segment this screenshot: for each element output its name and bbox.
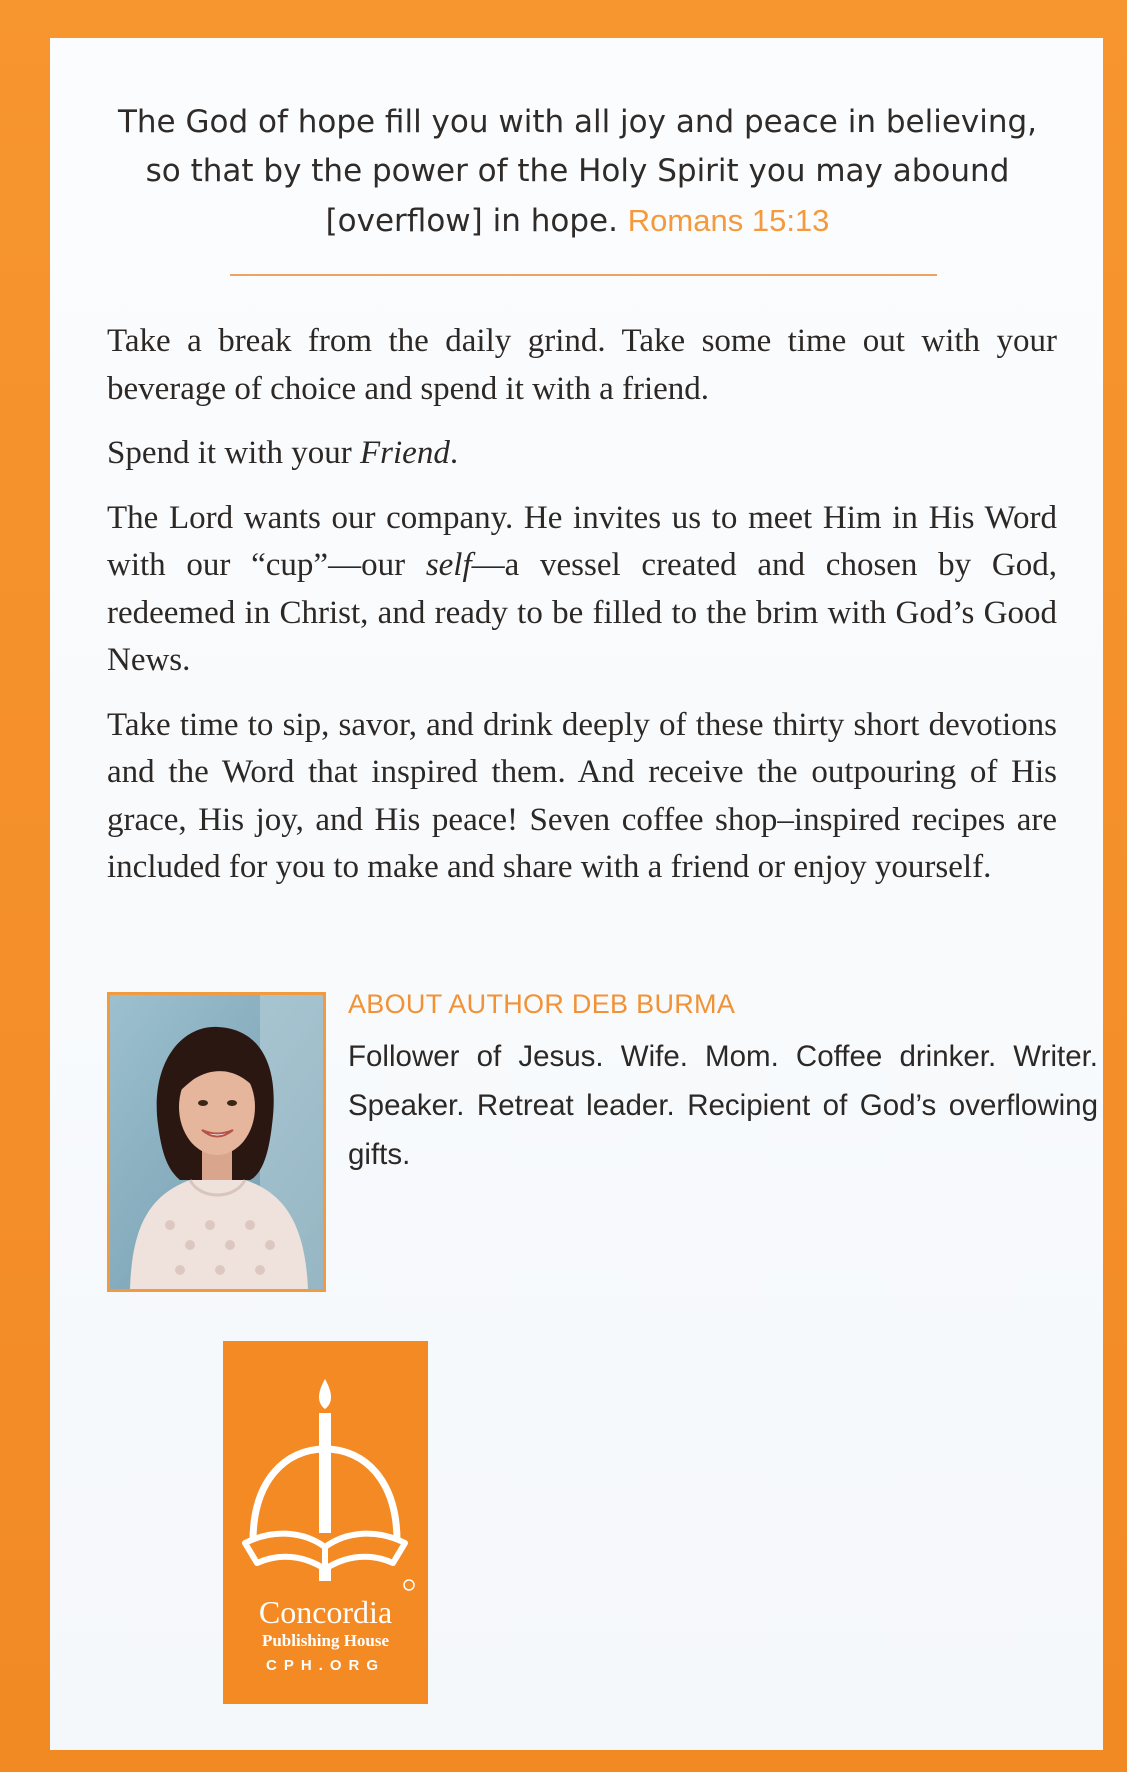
- paragraph-2-emphasis: Friend: [360, 435, 450, 471]
- paragraph-2-end: .: [449, 435, 459, 471]
- paragraph-3: [107, 495, 1057, 685]
- verse-text: The God of hope fill you with all joy and peace in believing, so that by the power of the Holy Spirit you may abound [overflow] in hope.: [117, 104, 1038, 239]
- candle-on-bible-icon: [223, 1341, 428, 1591]
- paragraph-2: [107, 430, 1057, 478]
- paragraph-4: Take time to sip, savor, and drink deeply of these thirty short devotions and the Word that inspired them. And receive the outpouring of His grace, His joy, and His peace! Seven coffee shop–inspired recipes are included for you to make and share with a friend or enjoy yourself.: [107, 706, 1057, 885]
- author-portrait-illustration: [110, 995, 323, 1289]
- content-panel: [50, 38, 1103, 1750]
- publisher-subtitle: Publishing House: [261, 1631, 390, 1650]
- divider: [230, 274, 937, 276]
- publisher-name: Concordia: [258, 1594, 393, 1630]
- author-photo: [107, 992, 326, 1292]
- paragraph-3-emphasis: self: [425, 547, 472, 583]
- publisher-url: CPH.ORG: [265, 1657, 385, 1674]
- scripture-quote: [110, 98, 1045, 246]
- paragraph-3-text-b: —a vessel created and chosen by God, redeemed in Christ, and ready to be filled to the brim with God’s Good News.: [107, 547, 1057, 678]
- paragraph-3-text-a: The Lord wants our company. He invites us to meet Him in His Word with our “cup”—our: [107, 499, 1057, 583]
- about-author-heading: ABOUT AUTHOR DEB BURMA: [348, 989, 736, 1019]
- paragraph-2-text: Spend it with your: [107, 435, 360, 471]
- publisher-logo: [223, 1341, 428, 1704]
- paragraph-1: Take a break from the daily grind. Take some time out with your beverage of choice and spend it with a friend.: [107, 323, 1057, 407]
- description: [107, 318, 1057, 909]
- about-author-text: Follower of Jesus. Wife. Mom. Coffee drinker. Writer. Speaker. Retreat leader. Recipient of God’s overflowing gifts.: [348, 1040, 1098, 1171]
- verse-reference: Romans 15:13: [627, 203, 830, 238]
